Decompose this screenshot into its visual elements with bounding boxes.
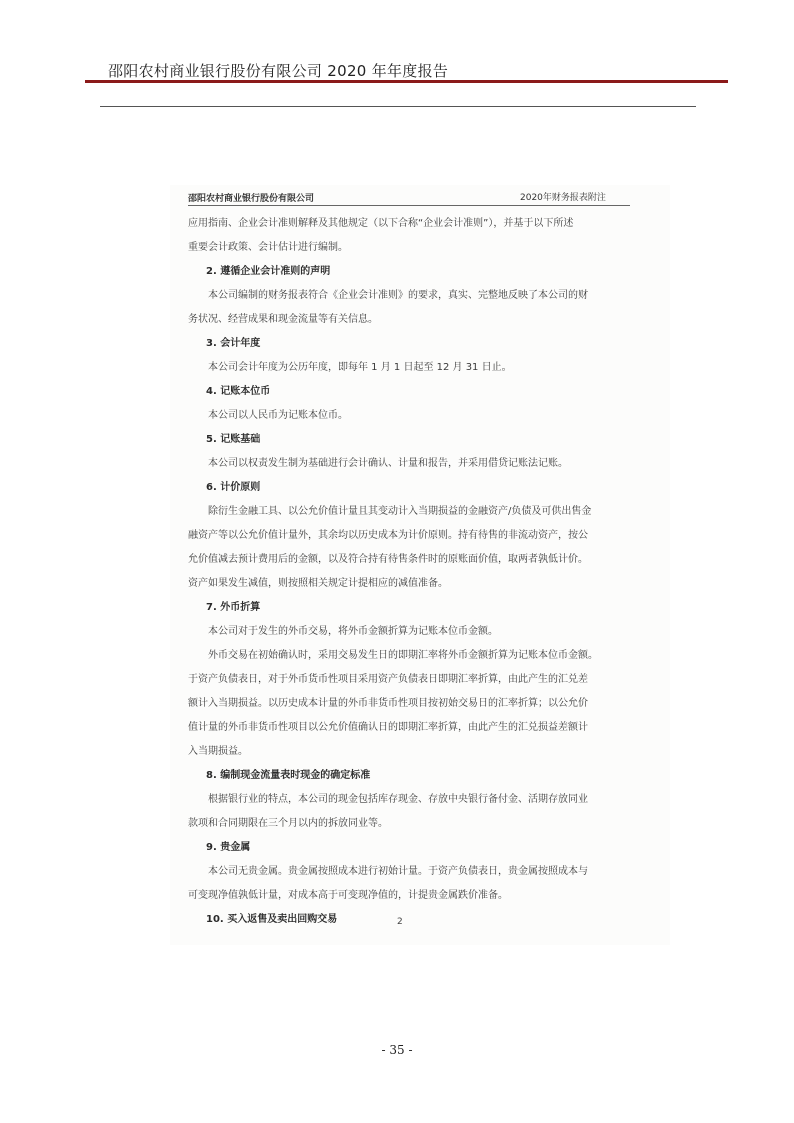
- paragraph: 本公司以人民币为记账本位币。: [208, 410, 348, 421]
- paragraph: 款项和合同期限在三个月以内的拆放同业等。: [188, 818, 388, 829]
- paragraph: 融资产等以公允价值计量外，其余均以历史成本为计价原则。持有待售的非流动资产，按公: [188, 530, 588, 541]
- notes-body: [188, 212, 638, 932]
- paragraph: 本公司以权责发生制为基础进行会计确认、计量和报告，并采用借贷记账法记账。: [208, 458, 568, 469]
- scan-page-number: 2: [397, 917, 403, 927]
- paragraph: 外币交易在初始确认时，采用交易发生日的即期汇率将外币金额折算为记账本位币金额。: [208, 650, 598, 661]
- paragraph: 本公司会计年度为公历年度，即每年 1 月 1 日起至 12 月 31 日止。: [208, 362, 512, 373]
- paragraph: 除衍生金融工具、以公允价值计量且其变动计入当期损益的金融资产/负债及可供出售金: [208, 506, 592, 517]
- section-heading: 9. 贵金属: [206, 842, 251, 853]
- section-heading: 4. 记账本位币: [206, 386, 271, 397]
- report-page-number: - 35 -: [381, 1043, 413, 1057]
- paragraph: 根据银行业的特点，本公司的现金包括库存现金、存放中央银行备付金、活期存放同业: [208, 794, 588, 805]
- section-heading: 7. 外币折算: [206, 602, 261, 613]
- section-heading: 10. 买入返售及卖出回购交易: [206, 914, 338, 925]
- section-heading: 3. 会计年度: [206, 338, 261, 349]
- paragraph: 本公司编制的财务报表符合《企业会计准则》的要求，真实、完整地反映了本公司的财: [208, 290, 588, 301]
- paragraph: 本公司对于发生的外币交易，将外币金额折算为记账本位币金额。: [208, 626, 498, 637]
- paragraph: 资产如果发生减值，则按照相关规定计提相应的减值准备。: [188, 578, 448, 589]
- section-heading: 5. 记账基础: [206, 434, 261, 445]
- paragraph: 本公司无贵金属。贵金属按照成本进行初始计量。于资产负债表日，贵金属按照成本与: [208, 866, 588, 877]
- paragraph: 入当期损益。: [188, 746, 248, 757]
- paragraph: 值计量的外币非货币性项目以公允价值确认日的即期汇率折算，由此产生的汇兑损益差额计: [188, 722, 588, 733]
- section-heading: 8. 编制现金流量表时现金的确定标准: [206, 770, 371, 781]
- paragraph: 允价值减去预计费用后的金额，以及符合持有待售条件时的原账面价值，取两者孰低计价。: [188, 554, 588, 565]
- scan-company-name: 邵阳农村商业银行股份有限公司: [188, 194, 315, 204]
- scan-doc-title: 2020年财务报表附注: [520, 193, 606, 203]
- paragraph: 应用指南、企业会计准则解释及其他规定（以下合称“企业会计准则”），并基于以下所述: [188, 218, 574, 229]
- section-heading: 6. 计价原则: [206, 482, 261, 493]
- header-thin-rule: [100, 106, 696, 107]
- scan-header-rule: [188, 205, 630, 206]
- header-red-rule: [85, 80, 728, 83]
- paragraph: 额计入当期损益。以历史成本计量的外币非货币性项目按初始交易日的汇率折算；以公允价: [188, 698, 588, 709]
- report-header-title: 邵阳农村商业银行股份有限公司 2020 年年度报告: [108, 62, 449, 80]
- paragraph: 务状况、经营成果和现金流量等有关信息。: [188, 314, 378, 325]
- paragraph: 于资产负债表日，对于外币货币性项目采用资产负债表日即期汇率折算，由此产生的汇兑差: [188, 674, 588, 685]
- paragraph: 重要会计政策、会计估计进行编制。: [188, 242, 348, 253]
- paragraph: 可变现净值孰低计量，对成本高于可变现净值的，计提贵金属跌价准备。: [188, 890, 508, 901]
- section-heading: 2. 遵循企业会计准则的声明: [206, 266, 331, 277]
